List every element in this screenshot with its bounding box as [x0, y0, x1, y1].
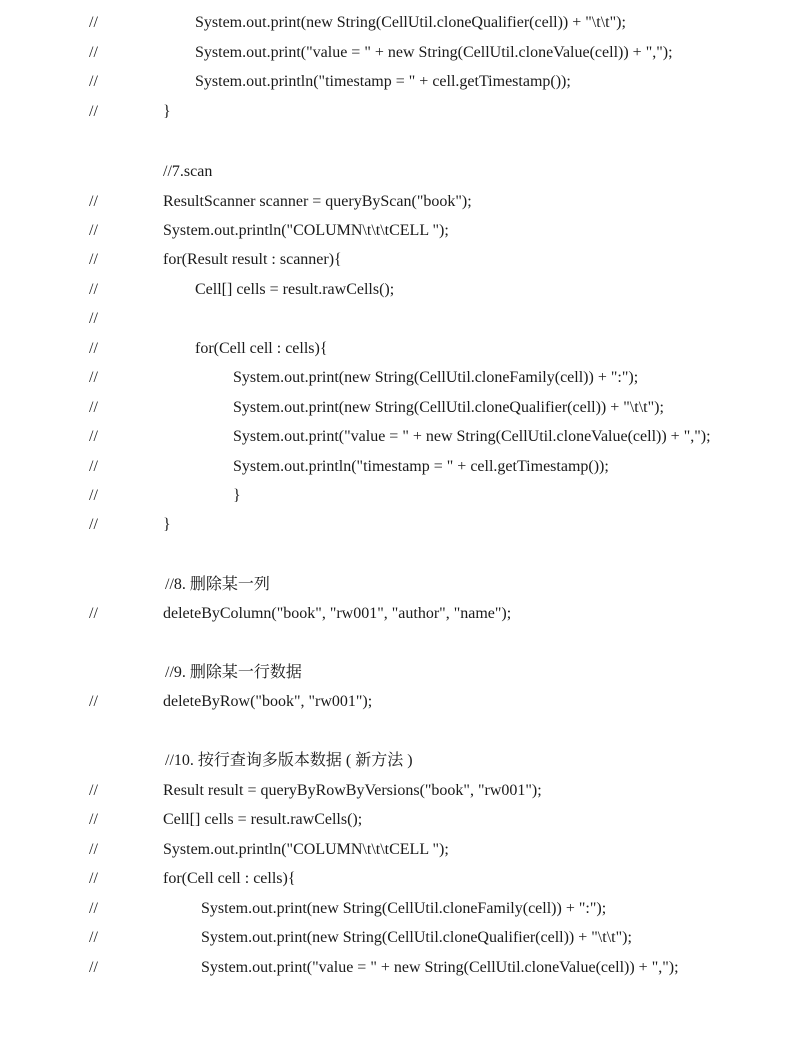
section-comment: //10. 按行查询多版本数据 ( 新方法 ) [165, 752, 413, 769]
comment-marker: // [89, 428, 98, 445]
code-text: Result result = queryByRowByVersions("book", "rw001"); [163, 782, 542, 799]
code-text: for(Cell cell : cells){ [195, 340, 328, 357]
code-line [0, 70, 790, 94]
code-line [0, 926, 790, 950]
comment-marker: // [89, 458, 98, 475]
comment-marker: // [89, 281, 98, 298]
code-line [0, 248, 790, 272]
code-text: Cell[] cells = result.rawCells(); [163, 811, 363, 828]
comment-marker: // [89, 44, 98, 61]
code-line [0, 337, 790, 361]
code-line [0, 396, 790, 420]
section-comment: //8. 删除某一列 [165, 576, 270, 593]
section-heading [0, 573, 790, 597]
code-text: ResultScanner scanner = queryByScan("book"); [163, 193, 472, 210]
code-line [0, 366, 790, 390]
code-line [0, 897, 790, 921]
comment-marker: // [89, 399, 98, 416]
comment-marker: // [89, 103, 98, 120]
code-line [0, 602, 790, 626]
code-text: deleteByColumn("book", "rw001", "author", "name"); [163, 605, 512, 622]
comment-marker: // [89, 251, 98, 268]
code-line [0, 190, 790, 214]
code-text: for(Cell cell : cells){ [163, 870, 296, 887]
code-text: System.out.print(new String(CellUtil.cloneFamily(cell)) + ":"); [201, 900, 607, 917]
comment-marker: // [89, 782, 98, 799]
code-text: System.out.println("timestamp = " + cell.getTimestamp()); [195, 73, 571, 90]
code-text: System.out.println("COLUMN\t\t\tCELL "); [163, 222, 449, 239]
comment-marker: // [89, 340, 98, 357]
code-line [0, 278, 790, 302]
code-text: } [233, 487, 241, 504]
comment-marker: // [89, 693, 98, 710]
code-text: System.out.println("timestamp = " + cell.getTimestamp()); [233, 458, 609, 475]
comment-marker: // [89, 841, 98, 858]
code-line [0, 867, 790, 891]
code-text: for(Result result : scanner){ [163, 251, 342, 268]
code-line [0, 307, 790, 331]
code-text: System.out.print("value = " + new String(CellUtil.cloneValue(cell)) + ","); [195, 44, 673, 61]
code-text: } [163, 516, 171, 533]
section-comment: //7.scan [163, 163, 213, 180]
code-line [0, 425, 790, 449]
comment-marker: // [89, 605, 98, 622]
code-line [0, 41, 790, 65]
code-line [0, 779, 790, 803]
comment-marker: // [89, 369, 98, 386]
code-text: deleteByRow("book", "rw001"); [163, 693, 373, 710]
comment-marker: // [89, 900, 98, 917]
code-text: System.out.print(new String(CellUtil.cloneQualifier(cell)) + "\t\t"); [233, 399, 664, 416]
comment-marker: // [89, 811, 98, 828]
comment-marker: // [89, 929, 98, 946]
code-text: Cell[] cells = result.rawCells(); [195, 281, 395, 298]
comment-marker: // [89, 14, 98, 31]
comment-marker: // [89, 959, 98, 976]
comment-marker: // [89, 73, 98, 90]
code-line [0, 838, 790, 862]
comment-marker: // [89, 310, 98, 327]
code-text: System.out.print("value = " + new String(CellUtil.cloneValue(cell)) + ","); [201, 959, 679, 976]
code-line [0, 11, 790, 35]
code-line [0, 219, 790, 243]
section-heading [0, 661, 790, 685]
code-text: System.out.print(new String(CellUtil.cloneFamily(cell)) + ":"); [233, 369, 639, 386]
code-text: System.out.print("value = " + new String(CellUtil.cloneValue(cell)) + ","); [233, 428, 711, 445]
comment-marker: // [89, 193, 98, 210]
comment-marker: // [89, 870, 98, 887]
code-line [0, 956, 790, 980]
code-line [0, 513, 790, 537]
code-line [0, 690, 790, 714]
comment-marker: // [89, 222, 98, 239]
comment-marker: // [89, 487, 98, 504]
section-heading [0, 160, 790, 184]
section-comment: //9. 删除某一行数据 [165, 664, 302, 681]
code-line [0, 100, 790, 124]
code-line [0, 484, 790, 508]
comment-marker: // [89, 516, 98, 533]
section-heading [0, 749, 790, 773]
code-text: System.out.println("COLUMN\t\t\tCELL "); [163, 841, 449, 858]
code-text: System.out.print(new String(CellUtil.cloneQualifier(cell)) + "\t\t"); [201, 929, 632, 946]
code-text: } [163, 103, 171, 120]
code-line [0, 455, 790, 479]
code-text: System.out.print(new String(CellUtil.cloneQualifier(cell)) + "\t\t"); [195, 14, 626, 31]
code-line [0, 808, 790, 832]
